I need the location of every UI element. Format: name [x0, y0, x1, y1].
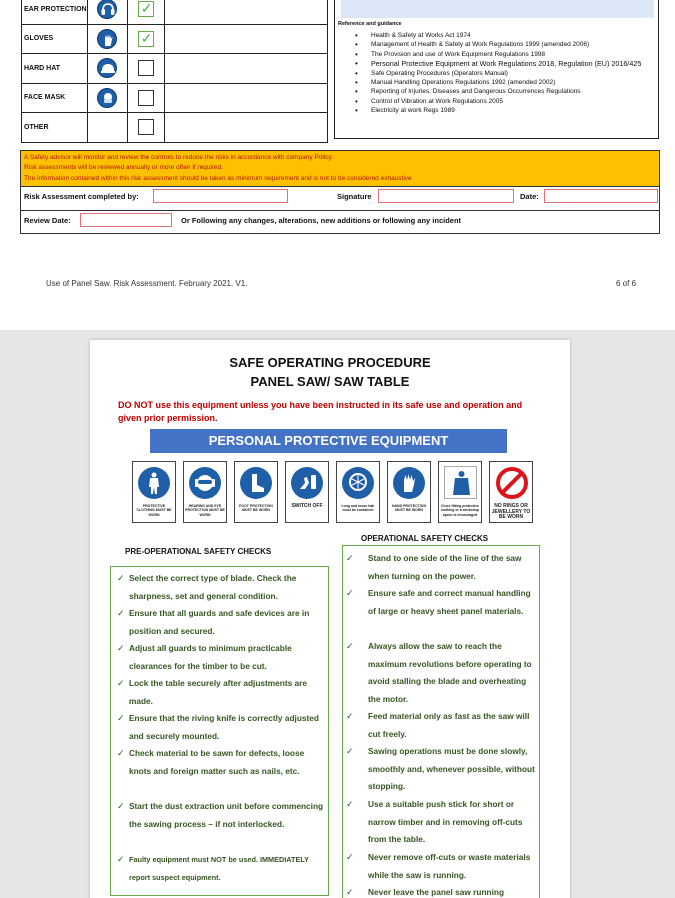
pre-check-item: ✓ Faulty equipment must NOT be used. IMMEDIATELY report suspect equipment.	[117, 854, 309, 882]
ppe-card	[387, 461, 431, 523]
signature-label: Signature	[337, 192, 372, 201]
ppe-card	[285, 461, 329, 523]
risk-assessment-page	[0, 0, 675, 330]
reference-item: • Manual Handling Operations Regulations 1992 (amended 2002)	[355, 78, 641, 87]
op-check-item: ✓ Feed material only as fast as the saw will cut freely.	[346, 711, 530, 739]
ppe-note-cell	[164, 24, 327, 54]
pre-check-item: ✓ Start the dust extraction unit before commencing the sawing process – if not interlocked.	[117, 801, 324, 829]
ppe-row-label: GLOVES	[22, 24, 88, 54]
hair-net-icon	[342, 467, 374, 499]
reference-item: • Management of Health & Safety at Work Regulations 1999 (amended 2006)	[355, 40, 641, 49]
ppe-card	[132, 461, 176, 523]
ppe-row-hard-hat	[22, 54, 328, 84]
reference-item: • Reporting of Injuries, Diseases and Dangerous Occurrences Regulations	[355, 87, 641, 96]
reference-item: • Safe Operating Procedures (Operators Manual)	[355, 69, 641, 78]
hearing-eye-protection-icon	[189, 467, 221, 499]
ppe-caption: FOOT PROTECTION MUST BE WORN	[239, 504, 273, 513]
completed-by-row	[20, 187, 660, 211]
pre-check-item: ✓ Ensure that all guards and safe devices are in position and secured.	[117, 608, 310, 636]
ppe-row-gloves	[22, 24, 328, 54]
ppe-row-face-mask	[22, 83, 328, 113]
footer-page-number: 6 of 6	[616, 279, 637, 288]
ppe-note-cell	[164, 113, 327, 143]
reference-item: • Control of Vibration at Work Regulations 2005	[355, 97, 641, 106]
ppe-card	[489, 461, 533, 523]
date-label: Date:	[520, 192, 539, 201]
switch-off-icon	[291, 467, 323, 499]
ppe-caption: HAND PROTECTION MUST BE WORN	[391, 504, 427, 513]
apron-icon	[444, 466, 477, 499]
sop-warning: DO NOT use this equipment unless you have been instructed in its safe use and operation and given prior permission.	[118, 400, 523, 423]
ppe-note-cell	[164, 0, 327, 24]
ppe-row-other	[22, 113, 328, 143]
ppe-note-cell	[164, 54, 327, 84]
sop-title-line1: SAFE OPERATING PROCEDURE	[229, 355, 431, 370]
pre-operational-heading: PRE-OPERATIONAL SAFETY CHECKS	[125, 547, 272, 556]
pre-check-item: ✓ Ensure that the riving knife is correctly adjusted and securely mounted.	[117, 713, 319, 741]
reference-shaded-field	[341, 0, 654, 18]
reference-list	[355, 31, 641, 116]
safe-operating-procedure-page	[90, 340, 570, 898]
ppe-checklist-table	[21, 0, 328, 143]
op-check-item: ✓ Sawing operations must be done slowly, smoothly and, whenever possible, without stopping.	[346, 746, 535, 792]
ppe-icon-row	[132, 461, 542, 523]
op-check-item: ✓ Never remove off-cuts or waste materials while the saw is running.	[346, 852, 531, 880]
reference-item: • Health & Safety at Works Act 1974	[355, 31, 641, 40]
reference-item: • Electricity at work Regs 1989	[355, 106, 641, 115]
pre-check-item: ✓ Adjust all guards to minimum practicable clearances for the timber to be cut.	[117, 643, 292, 671]
reference-title: Reference and guidance	[338, 21, 402, 27]
review-note: Or Following any changes, alterations, new additions or following any incident	[181, 216, 462, 225]
advisory-line: A Safety advisor will monitor and review the controls to reduce the risks in accordance with company Policy.	[24, 154, 334, 161]
pre-check-item: ✓ Select the correct type of blade. Check the sharpness, set and general condition.	[117, 573, 297, 601]
ppe-icon-empty-cell	[87, 113, 127, 143]
ppe-row-ear-protection	[22, 0, 328, 24]
ppe-card	[183, 461, 227, 523]
ppe-checkbox-gloves[interactable]: ✓	[138, 31, 154, 47]
hand-protection-icon	[393, 467, 425, 499]
ppe-card	[438, 461, 482, 523]
completed-by-label: Risk Assessment completed by:	[24, 192, 139, 201]
reference-guidance-box	[334, 0, 659, 139]
reference-item: • The Provision and use of Work Equipment Regulations 1998	[355, 50, 641, 59]
completed-by-field[interactable]	[153, 189, 288, 203]
face-mask-icon	[97, 88, 117, 108]
op-check-item: ✓ Ensure safe and correct manual handling of large or heavy sheet panel materials.	[346, 588, 531, 616]
date-field[interactable]	[544, 189, 658, 203]
foot-protection-icon	[240, 467, 272, 499]
signature-field[interactable]	[378, 189, 514, 203]
ppe-caption: Long and loose hair must be contained	[341, 504, 375, 513]
ppe-row-label: EAR PROTECTION	[22, 0, 88, 24]
pre-check-item: ✓ Lock the table securely after adjustments are made.	[117, 678, 307, 706]
reference-item: • Personal Protective Equipment at Work Regulations 2018, Regulation (EU) 2016/425	[355, 59, 641, 68]
op-check-item: ✓ Use a suitable push stick for short or narrow timber and in removing off-cuts from the table.	[346, 799, 523, 845]
advisory-line: Risk assessments will be reviewed annually or more often if required.	[24, 164, 224, 172]
ppe-caption: SWITCH OFF	[291, 503, 323, 509]
op-check-item: ✓ Always allow the saw to reach the maximum revolutions before operating to avoid stalling the blade and overheating the motor.	[346, 641, 532, 704]
review-date-label: Review Date:	[24, 216, 71, 225]
ppe-checkbox-face-mask[interactable]	[138, 90, 154, 106]
protective-clothing-icon	[138, 467, 170, 499]
pre-check-item: ✓ Check material to be sawn for defects, loose knots and foreign matter such as nails, etc.	[117, 748, 305, 776]
ppe-caption: PROTECTIVE CLOTHING MUST BE WORN	[136, 504, 172, 517]
review-date-field[interactable]	[80, 213, 172, 227]
no-rings-icon	[496, 467, 528, 499]
ppe-checkbox-ear-protection[interactable]: ✓	[138, 1, 154, 17]
ppe-caption: Close fitting protective clothing or a workshop apron is encouraged	[440, 504, 480, 517]
ear-defenders-icon	[97, 0, 117, 19]
ppe-card	[336, 461, 380, 523]
review-date-row	[20, 210, 660, 234]
ppe-caption: NO RINGS OR JEWELLERY TO BE WORN	[491, 503, 531, 520]
ppe-banner: PERSONAL PROTECTIVE EQUIPMENT	[150, 429, 507, 453]
ppe-checkbox-hard-hat[interactable]	[138, 60, 154, 76]
footer-document-title: Use of Panel Saw. Risk Assessment. February 2021. V1.	[46, 279, 248, 288]
ppe-card	[234, 461, 278, 523]
op-check-item: ✓ Stand to one side of the line of the saw when turning on the power.	[346, 553, 522, 581]
gloves-icon	[97, 29, 117, 49]
ppe-note-cell	[164, 83, 327, 113]
ppe-row-label: OTHER	[22, 113, 88, 143]
operational-heading: OPERATIONAL SAFETY CHECKS	[361, 534, 489, 543]
advisory-line: The information contained within this risk assessment should be taken as minimum requirement and is not to be considered exhaustive	[24, 174, 412, 182]
hard-hat-icon	[97, 58, 117, 78]
safety-advisory-box	[20, 150, 660, 187]
op-check-item: ✓ Never leave the panel saw running	[346, 887, 505, 897]
sop-title-line2: PANEL SAW/ SAW TABLE	[250, 374, 410, 389]
ppe-caption: HEARING AND EYE PROTECTION MUST BE WORN	[185, 504, 225, 517]
ppe-row-label: FACE MASK	[22, 83, 88, 113]
ppe-row-label: HARD HAT	[22, 54, 88, 84]
ppe-checkbox-other[interactable]	[138, 119, 154, 135]
